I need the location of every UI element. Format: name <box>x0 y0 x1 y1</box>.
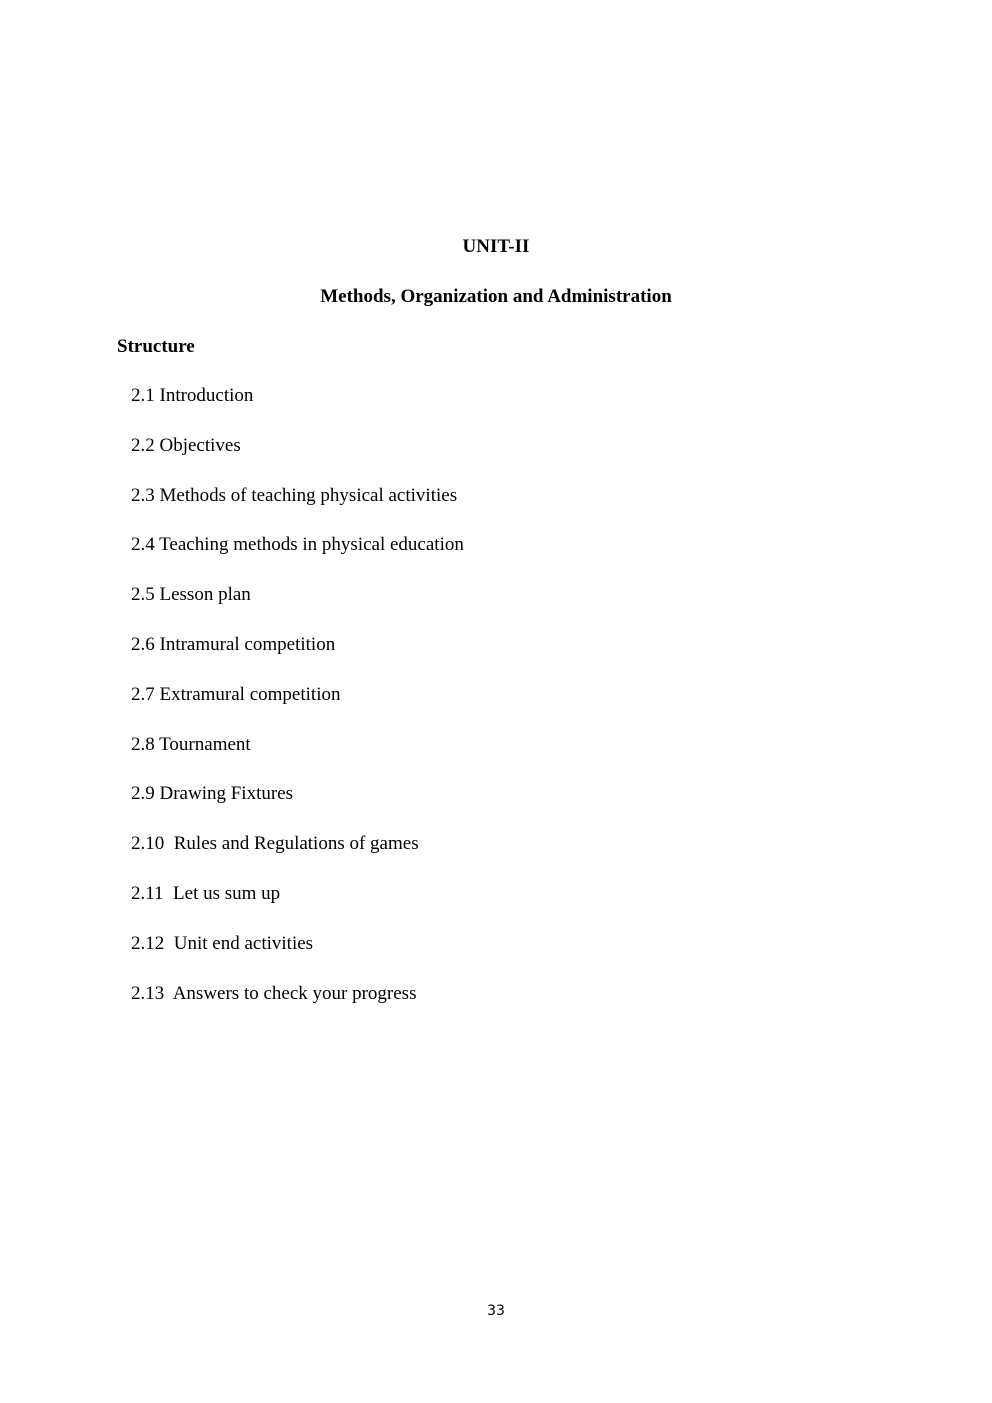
structure-item: 2.1 Introduction <box>131 385 254 406</box>
page-title: Methods, Organization and Administration <box>320 286 672 307</box>
structure-item: 2.8 Tournament <box>131 733 251 755</box>
page-number: 33 <box>487 1303 505 1319</box>
structure-item: 2.2 Objectives <box>131 434 241 456</box>
structure-item: 2.4 Teaching methods in physical education <box>131 534 464 556</box>
structure-item: 2.3 Methods of teaching physical activities <box>131 484 458 506</box>
unit-heading: UNIT-II <box>462 236 530 257</box>
structure-item: 2.6 Intramural competition <box>131 634 336 655</box>
structure-item: 2.9 Drawing Fixtures <box>131 783 294 805</box>
structure-item: 2.13 Answers to check your progress <box>131 982 417 1004</box>
structure-item: 2.11 Let us sum up <box>131 883 281 904</box>
structure-heading: Structure <box>117 336 195 357</box>
structure-item: 2.12 Unit end activities <box>131 932 314 954</box>
structure-item: 2.7 Extramural competition <box>131 683 341 705</box>
structure-item: 2.10 Rules and Regulations of games <box>131 833 419 855</box>
structure-item: 2.5 Lesson plan <box>131 584 251 606</box>
